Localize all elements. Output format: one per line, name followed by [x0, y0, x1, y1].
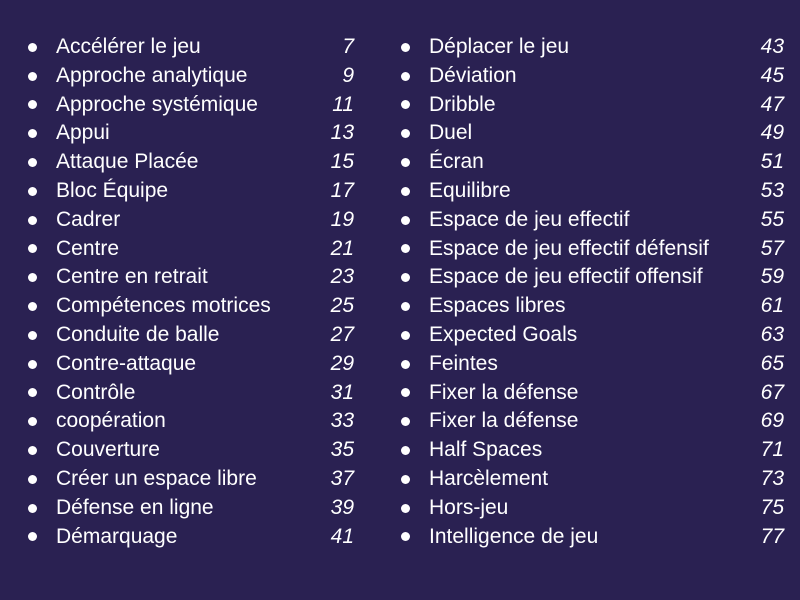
- entry-term: Accélérer le jeu: [56, 35, 201, 58]
- entry-page-number: 15: [330, 150, 354, 174]
- bullet-icon: [401, 43, 410, 52]
- bullet-icon: [401, 417, 410, 426]
- entry-term: Espace de jeu effectif défensif: [429, 236, 709, 260]
- index-entry[interactable]: [22, 494, 354, 523]
- entry-term: Hors-jeu: [429, 495, 509, 519]
- entry-term: Attaque Placée: [56, 150, 199, 174]
- index-entry[interactable]: [22, 465, 354, 494]
- bullet-icon: [28, 216, 37, 225]
- entry-term: Equilibre: [429, 178, 511, 202]
- entry-term: Contrôle: [56, 380, 136, 404]
- entry-page-number: 27: [330, 322, 354, 346]
- entry-page-number: 25: [330, 294, 354, 318]
- bullet-icon: [28, 388, 37, 397]
- index-entry[interactable]: [22, 177, 354, 206]
- entry-page-number: 7: [342, 35, 354, 58]
- entry-page-number: 51: [760, 150, 784, 174]
- bullet-icon: [401, 331, 410, 340]
- entry-page-number: 75: [760, 495, 784, 519]
- entry-page-number: 73: [760, 466, 784, 490]
- bullet-icon: [401, 72, 410, 81]
- bullet-icon: [28, 244, 37, 253]
- entry-term: Fixer la défense: [429, 409, 579, 433]
- entry-page-number: 71: [760, 438, 784, 462]
- bullet-icon: [28, 302, 37, 311]
- entry-page-number: 29: [330, 351, 354, 375]
- bullet-icon: [401, 216, 410, 225]
- index-entry[interactable]: [395, 407, 784, 436]
- entry-term: coopération: [56, 409, 166, 433]
- entry-term: Espace de jeu effectif offensif: [429, 265, 703, 289]
- bullet-icon: [401, 273, 410, 282]
- index-entry[interactable]: [395, 494, 784, 523]
- entry-term: Centre en retrait: [56, 265, 208, 289]
- index-entry[interactable]: [22, 523, 354, 552]
- index-entry[interactable]: [395, 206, 784, 235]
- entry-page-number: 21: [330, 236, 354, 260]
- bullet-icon: [28, 475, 37, 484]
- bullet-icon: [401, 100, 410, 109]
- index-entry[interactable]: [22, 62, 354, 91]
- entry-term: Compétences motrices: [56, 294, 271, 318]
- entry-page-number: 49: [760, 121, 784, 145]
- index-entry[interactable]: [22, 119, 354, 148]
- index-entry[interactable]: [395, 62, 784, 91]
- entry-term: Conduite de balle: [56, 322, 220, 346]
- bullet-icon: [401, 532, 410, 541]
- entry-term: Espace de jeu effectif: [429, 207, 630, 231]
- entry-page-number: 77: [760, 524, 784, 548]
- index-entry[interactable]: [22, 235, 354, 264]
- index-entry[interactable]: [22, 206, 354, 235]
- index-entry[interactable]: [395, 91, 784, 120]
- entry-page-number: 9: [342, 63, 354, 87]
- index-entry[interactable]: [22, 91, 354, 120]
- index-entry[interactable]: [395, 436, 784, 465]
- bullet-icon: [401, 446, 410, 455]
- entry-term: Appui: [56, 121, 110, 145]
- entry-page-number: 57: [760, 236, 784, 260]
- entry-page-number: 41: [330, 524, 354, 548]
- index-entry[interactable]: [22, 321, 354, 350]
- entry-term: Couverture: [56, 438, 160, 462]
- index-entry[interactable]: [395, 350, 784, 379]
- entry-page-number: 45: [760, 63, 784, 87]
- entry-term: Défense en ligne: [56, 495, 214, 519]
- index-entry[interactable]: [395, 148, 784, 177]
- index-entry[interactable]: [395, 523, 784, 552]
- index-entry[interactable]: [395, 177, 784, 206]
- entry-term: Expected Goals: [429, 322, 578, 346]
- entry-page-number: 17: [330, 178, 354, 202]
- index-entry[interactable]: [22, 148, 354, 177]
- entry-page-number: 33: [330, 409, 354, 433]
- entry-term: Espaces libres: [429, 294, 566, 318]
- index-entry[interactable]: [395, 263, 784, 292]
- index-entry[interactable]: [22, 407, 354, 436]
- bullet-icon: [28, 360, 37, 369]
- entry-term: Dribble: [429, 92, 496, 116]
- bullet-icon: [28, 129, 37, 138]
- entry-page-number: 61: [760, 294, 784, 318]
- index-entry[interactable]: [22, 263, 354, 292]
- bullet-icon: [28, 417, 37, 426]
- entry-page-number: 67: [760, 380, 784, 404]
- bullet-icon: [401, 244, 410, 253]
- entry-term: Déplacer le jeu: [429, 35, 570, 58]
- bullet-icon: [28, 446, 37, 455]
- entry-term: Intelligence de jeu: [429, 524, 599, 548]
- bullet-icon: [28, 72, 37, 81]
- bullet-icon: [401, 475, 410, 484]
- entry-term: Harcèlement: [429, 466, 549, 490]
- bullet-icon: [28, 100, 37, 109]
- bullet-icon: [401, 158, 410, 167]
- entry-page-number: 13: [330, 121, 354, 145]
- entry-page-number: 65: [760, 351, 784, 375]
- entry-term: Créer un espace libre: [56, 466, 257, 490]
- entry-term: Approche analytique: [56, 63, 248, 87]
- index-entry[interactable]: [22, 350, 354, 379]
- bullet-icon: [28, 158, 37, 167]
- entry-term: Centre: [56, 236, 120, 260]
- index-entry[interactable]: [395, 465, 784, 494]
- index-entry[interactable]: [22, 292, 354, 321]
- bullet-icon: [28, 273, 37, 282]
- entry-term: Déviation: [429, 63, 517, 87]
- index-entry[interactable]: [395, 321, 784, 350]
- bullet-icon: [28, 187, 37, 196]
- entry-term: Cadrer: [56, 207, 121, 231]
- entry-page-number: 69: [760, 409, 784, 433]
- entry-term: Fixer la défense: [429, 380, 579, 404]
- entry-term: Approche systémique: [56, 92, 258, 116]
- bullet-icon: [28, 504, 37, 513]
- entry-page-number: 39: [330, 495, 354, 519]
- entry-page-number: 55: [760, 207, 784, 231]
- bullet-icon: [28, 331, 37, 340]
- index-entry[interactable]: [395, 33, 784, 62]
- entry-page-number: 37: [330, 466, 354, 490]
- index-entry[interactable]: [395, 292, 784, 321]
- entry-page-number: 47: [760, 92, 784, 116]
- bullet-icon: [401, 187, 410, 196]
- entry-term: Bloc Équipe: [56, 178, 169, 202]
- entry-term: Half Spaces: [429, 438, 543, 462]
- entry-page-number: 59: [760, 265, 784, 289]
- entry-term: Démarquage: [56, 524, 178, 548]
- bullet-icon: [401, 360, 410, 369]
- index-entry[interactable]: [395, 235, 784, 264]
- bullet-icon: [401, 504, 410, 513]
- index-entry[interactable]: [395, 379, 784, 408]
- index-left-column: [22, 33, 354, 551]
- bullet-icon: [401, 129, 410, 138]
- entry-page-number: 35: [330, 438, 354, 462]
- entry-page-number: 63: [760, 322, 784, 346]
- index-entry[interactable]: [395, 119, 784, 148]
- bullet-icon: [28, 43, 37, 52]
- index-entry[interactable]: [22, 379, 354, 408]
- index-entry[interactable]: [22, 33, 354, 62]
- entry-page-number: 53: [760, 178, 784, 202]
- entry-page-number: 31: [330, 380, 354, 404]
- bullet-icon: [401, 388, 410, 397]
- bullet-icon: [401, 302, 410, 311]
- entry-term: Duel: [429, 121, 473, 145]
- entry-term: Contre-attaque: [56, 351, 197, 375]
- entry-page-number: 19: [330, 207, 354, 231]
- index-entry[interactable]: [22, 436, 354, 465]
- entry-term: Écran: [429, 150, 484, 174]
- index-right-column: [395, 33, 784, 551]
- entry-term: Feintes: [429, 351, 498, 375]
- entry-page-number: 43: [760, 35, 784, 58]
- bullet-icon: [28, 532, 37, 541]
- entry-page-number: 11: [332, 92, 354, 116]
- entry-page-number: 23: [330, 265, 354, 289]
